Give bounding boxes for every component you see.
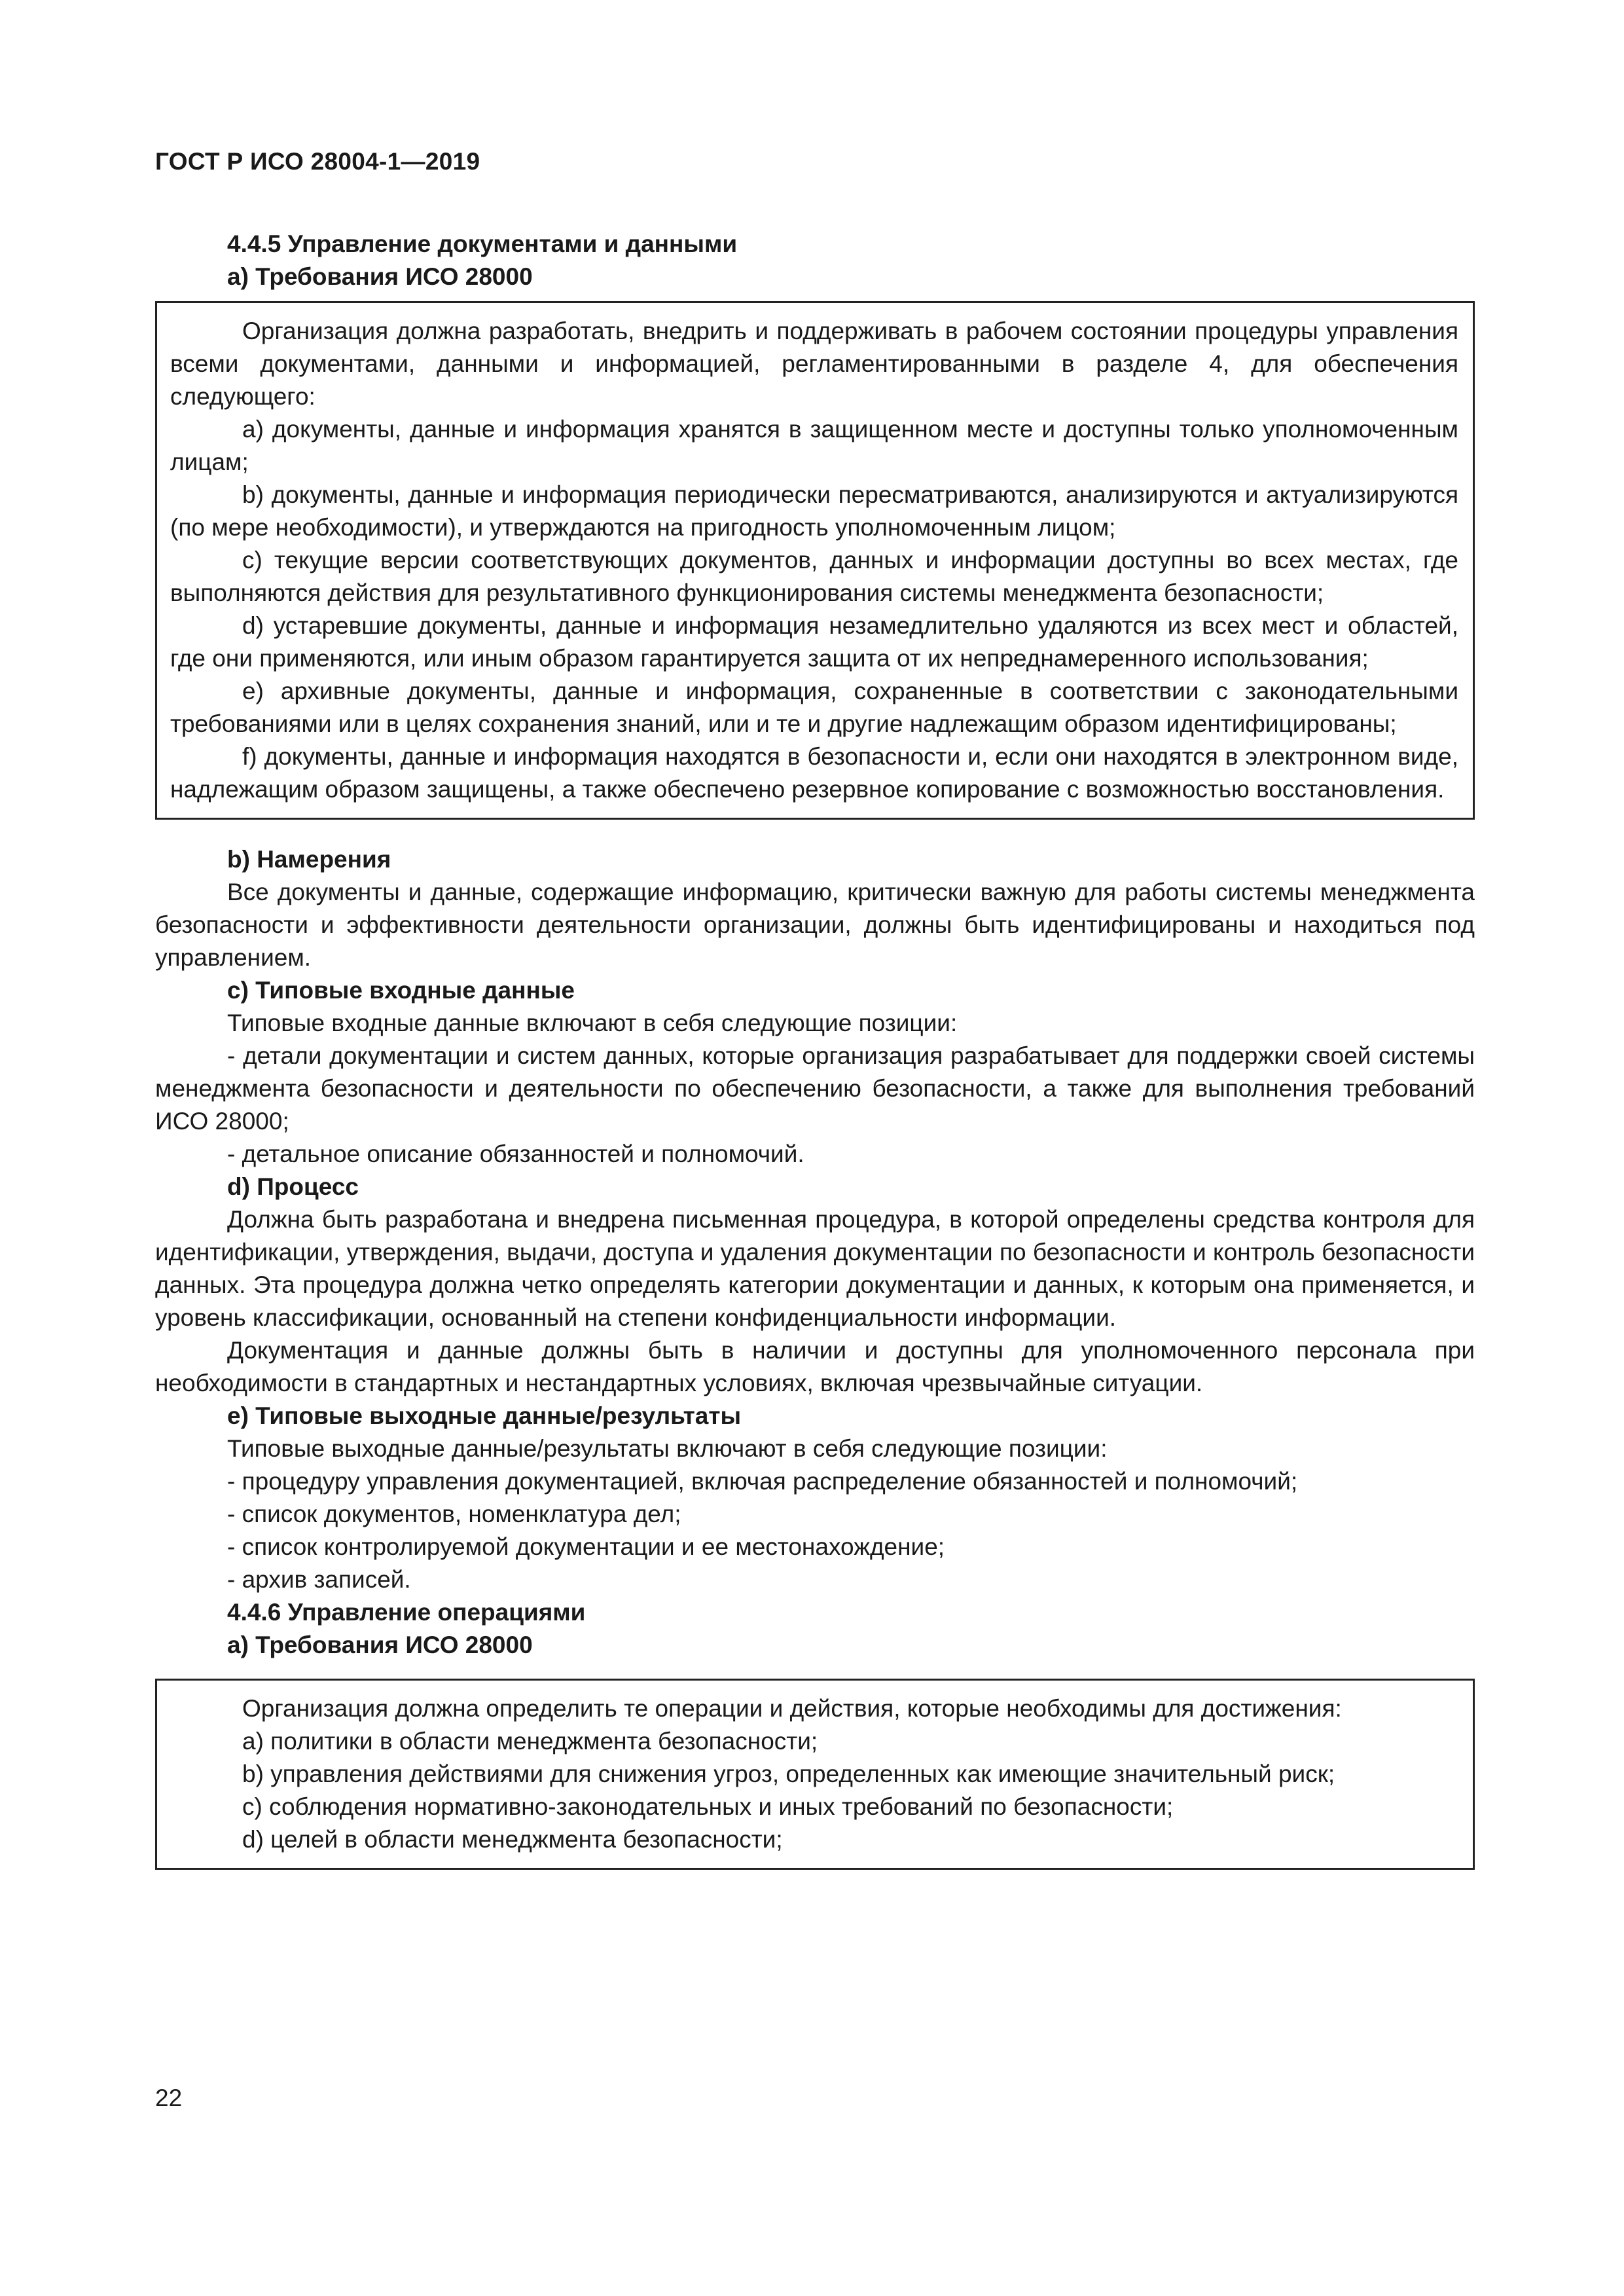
input-item: - детальное описание обязанностей и полномочий.: [227, 1140, 804, 1167]
box-item: с) соблюдения нормативно-законодательных и иных требований по безопасности;: [242, 1793, 1174, 1820]
inputs-intro: Типовые входные данные включают в себя следующие позиции:: [227, 1010, 958, 1036]
box-intro: Организация должна определить те операции и действия, которые необходимы для достижения:: [242, 1695, 1342, 1722]
outputs-intro: Типовые выходные данные/результаты включают в себя следующие позиции:: [227, 1435, 1108, 1462]
subheading-requirements: а) Требования ИСО 28000: [227, 1631, 533, 1658]
subheading-intent: b) Намерения: [227, 846, 391, 873]
output-item: - список контролируемой документации и ее местонахождение;: [227, 1533, 945, 1560]
box-item: d) целей в области менеджмента безопасности;: [242, 1826, 783, 1853]
box-item: b) документы, данные и информация периодически пересматриваются, анализируются и актуализируются (по мере необходимости), и утверждаются на пригодность уполномоченным лицом;: [170, 481, 1458, 541]
subheading-inputs: с) Типовые входные данные: [227, 977, 575, 1004]
section-heading-4-4-5: 4.4.5 Управление документами и данными: [227, 230, 738, 257]
box-item: d) устаревшие документы, данные и информация незамедлительно удаляются из всех мест и областей, где они применяются, или иным образом гарантируется защита от их непреднамеренного использования;: [170, 612, 1458, 672]
requirements-box: [155, 301, 1475, 820]
intent-paragraph: Все документы и данные, содержащие информацию, критически важную для работы системы менеджмента безопасности и эффективности деятельности организации, должны быть идентифицированы и находиться под управлением.: [155, 879, 1475, 971]
box-intro: Организация должна разработать, внедрить и поддерживать в рабочем состоянии процедуры управления всеми документами, данными и информацией, регламентированными в разделе 4, для обеспечения следующего:: [170, 318, 1458, 410]
process-paragraph: Должна быть разработана и внедрена письменная процедура, в которой определены средства контроля для идентификации, утверждения, выдачи, доступа и удаления документации по безопасности и контроль безопасности данных. Эта процедура должна четко определять категории документации и данных, к которым она применяется, и уровень классификации, основанный на степени конфиденциальности информации.: [155, 1206, 1475, 1331]
box-item: f) документы, данные и информация находятся в безопасности и, если они находятся в электронном виде, надлежащим образом защищены, а также обеспечено резервное копирование с возможностью восстановления.: [170, 743, 1458, 803]
document-header: ГОСТ Р ИСО 28004-1—2019: [155, 148, 480, 175]
input-item: - детали документации и систем данных, которые организация разрабатывает для поддержки своей системы менеджмента безопасности и деятельности по обеспечению безопасности, а также для выполнения требований ИСО 28000;: [155, 1042, 1475, 1135]
output-item: - архив записей.: [227, 1566, 411, 1593]
box-item: с) текущие версии соответствующих документов, данных и информации доступны во всех местах, где выполняются действия для результативного функционирования системы менеджмента безопасности;: [170, 547, 1458, 606]
box-item: b) управления действиями для снижения угроз, определенных как имеющие значительный риск;: [242, 1760, 1335, 1787]
output-item: - список документов, номенклатура дел;: [227, 1501, 681, 1527]
process-paragraph: Документация и данные должны быть в наличии и доступны для уполномоченного персонала при необходимости в стандартных и нестандартных условиях, включая чрезвычайные ситуации.: [155, 1337, 1475, 1396]
section-heading-4-4-6: 4.4.6 Управление операциями: [227, 1599, 586, 1626]
page-number: 22: [155, 2085, 183, 2111]
subheading-requirements: а) Требования ИСО 28000: [227, 263, 533, 290]
box-item: е) архивные документы, данные и информация, сохраненные в соответствии с законодательными требованиями или в целях сохранения знаний, или и те и другие надлежащим образом идентифицированы;: [170, 678, 1458, 737]
subheading-process: d) Процесс: [227, 1173, 359, 1200]
box-item: а) политики в области менеджмента безопасности;: [242, 1728, 818, 1755]
box-item: а) документы, данные и информация хранятся в защищенном месте и доступны только уполномоченным лицам;: [170, 416, 1458, 475]
subheading-outputs: е) Типовые выходные данные/результаты: [227, 1402, 742, 1429]
output-item: - процедуру управления документацией, включая распределение обязанностей и полномочий;: [227, 1468, 1298, 1495]
page-content: [155, 228, 1475, 1893]
requirements-box: [155, 1679, 1475, 1870]
